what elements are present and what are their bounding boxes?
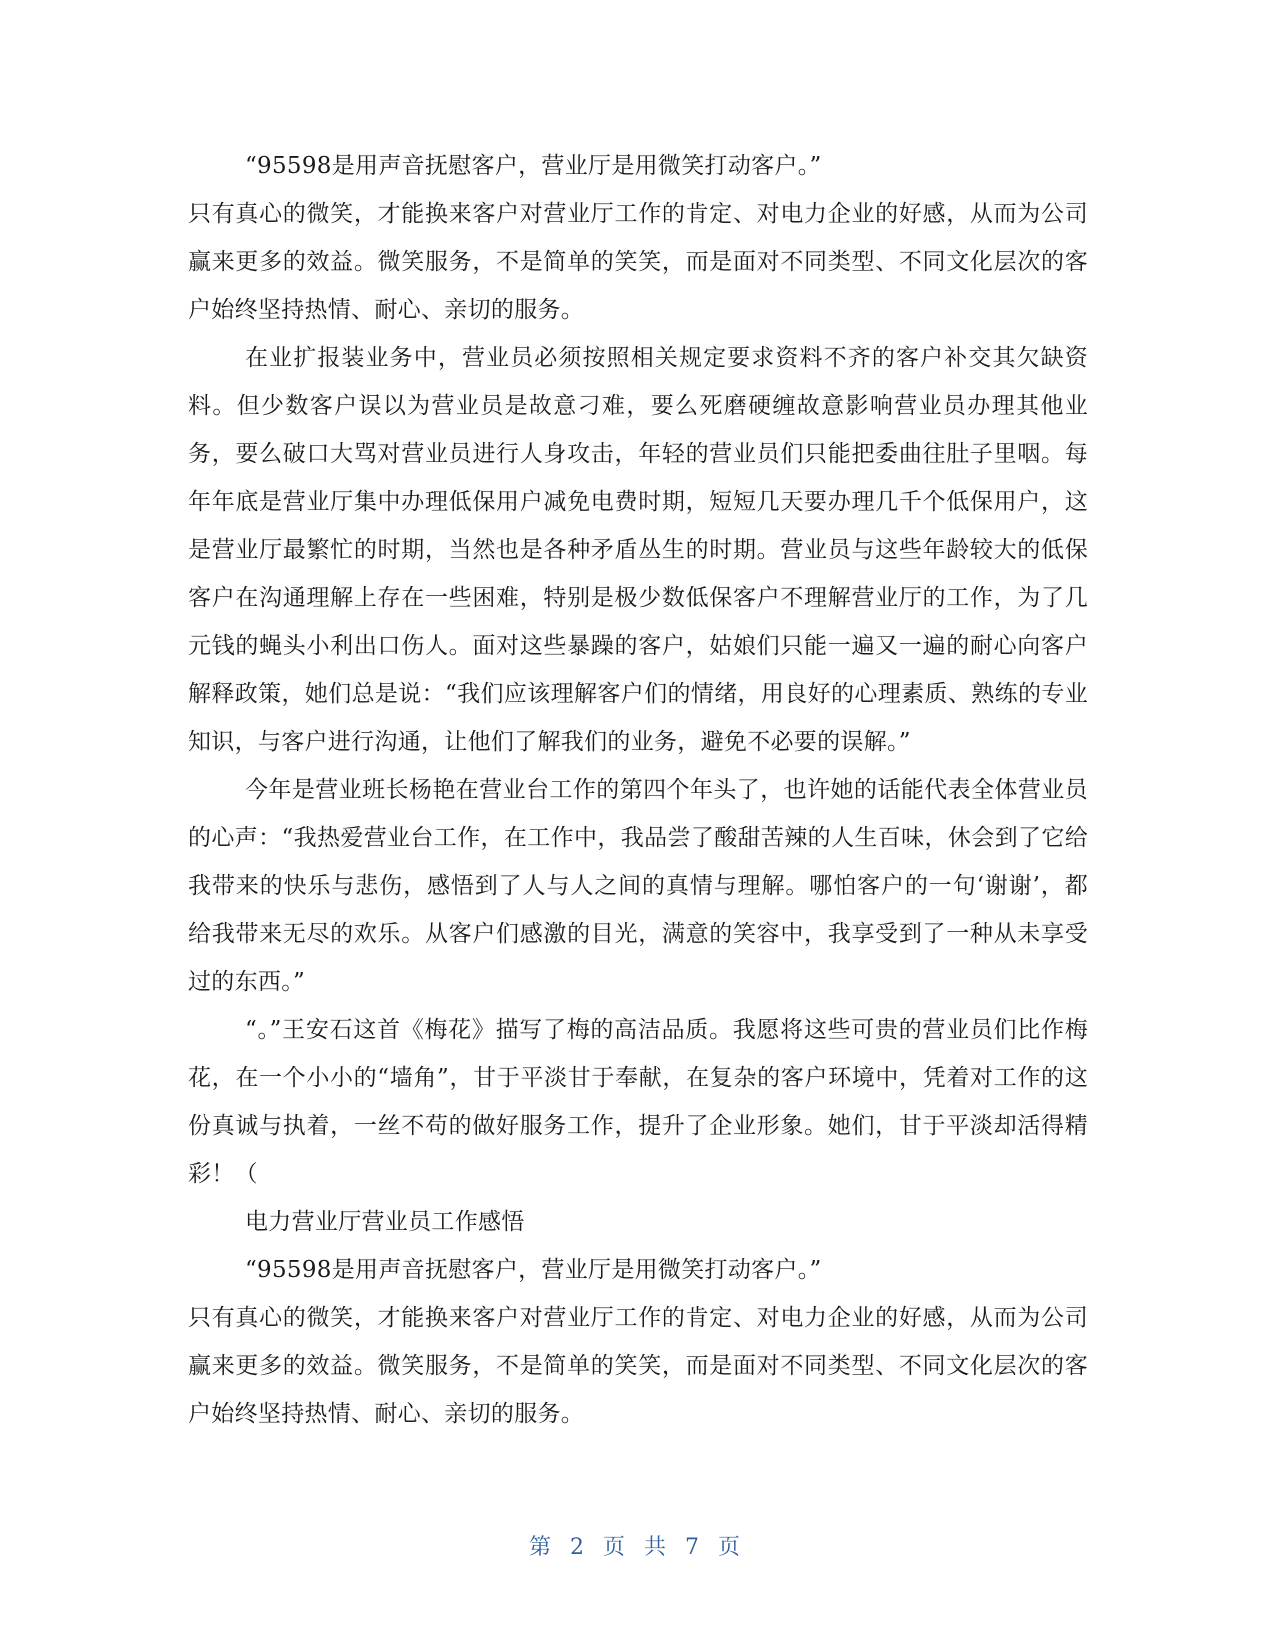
document-body	[188, 142, 1088, 1438]
quote-paragraph: “95598是用声音抚慰客户，营业厅是用微笑打动客户。”	[245, 153, 822, 179]
body-paragraph: 只有真心的微笑，才能换来客户对营业厅工作的肯定、对电力企业的好感，从而为公司赢来更多的效益。微笑服务，不是简单的笑笑，而是面对不同类型、不同文化层次的客户始终坚持热情、耐心、亲切的服务。	[188, 201, 1088, 323]
section-title: 电力营业厅营业员工作感悟	[245, 1209, 525, 1235]
body-paragraph: 只有真心的微笑，才能换来客户对营业厅工作的肯定、对电力企业的好感，从而为公司赢来更多的效益。微笑服务，不是简单的笑笑，而是面对不同类型、不同文化层次的客户始终坚持热情、耐心、亲切的服务。	[188, 1305, 1088, 1427]
quote-paragraph: “95598是用声音抚慰客户，营业厅是用微笑打动客户。”	[245, 1257, 822, 1283]
page-number: 第 2 页 共 7 页	[529, 1535, 746, 1560]
body-paragraph: 在业扩报装业务中，营业员必须按照相关规定要求资料不齐的客户补交其欠缺资料。但少数客户误以为营业员是故意刁难，要么死磨硬缠故意影响营业员办理其他业务，要么破口大骂对营业员进行人身攻击，年轻的营业员们只能把委曲往肚子里咽。每年年底是营业厅集中办理低保用户减免电费时期，短短几天要办理几千个低保用户，这是营业厅最繁忙的时期，当然也是各种矛盾丛生的时期。营业员与这些年龄较大的低保客户在沟通理解上存在一些困难，特别是极少数低保客户不理解营业厅的工作，为了几元钱的蝇头小利出口伤人。面对这些暴躁的客户，姑娘们只能一遍又一遍的耐心向客户解释政策，她们总是说：“我们应该理解客户们的情绪，用良好的心理素质、熟练的专业知识，与客户进行沟通，让他们了解我们的业务，避免不必要的误解。”	[188, 345, 1088, 755]
body-paragraph: 今年是营业班长杨艳在营业台工作的第四个年头了，也许她的话能代表全体营业员的心声：“我热爱营业台工作，在工作中，我品尝了酸甜苦辣的人生百味，休会到了它给我带来的快乐与悲伤，感悟到了人与人之间的真情与理解。哪怕客户的一句‘谢谢’，都给我带来无尽的欢乐。从客户们感激的目光，满意的笑容中，我享受到了一种从未享受过的东西。”	[188, 777, 1088, 995]
body-paragraph: “。”王安石这首《梅花》描写了梅的高洁品质。我愿将这些可贵的营业员们比作梅花，在一个小小的“墙角”，甘于平淡甘于奉献，在复杂的客户环境中，凭着对工作的这份真诚与执着，一丝不苟的做好服务工作，提升了企业形象。她们，甘于平淡却活得精彩！（	[188, 1017, 1088, 1187]
